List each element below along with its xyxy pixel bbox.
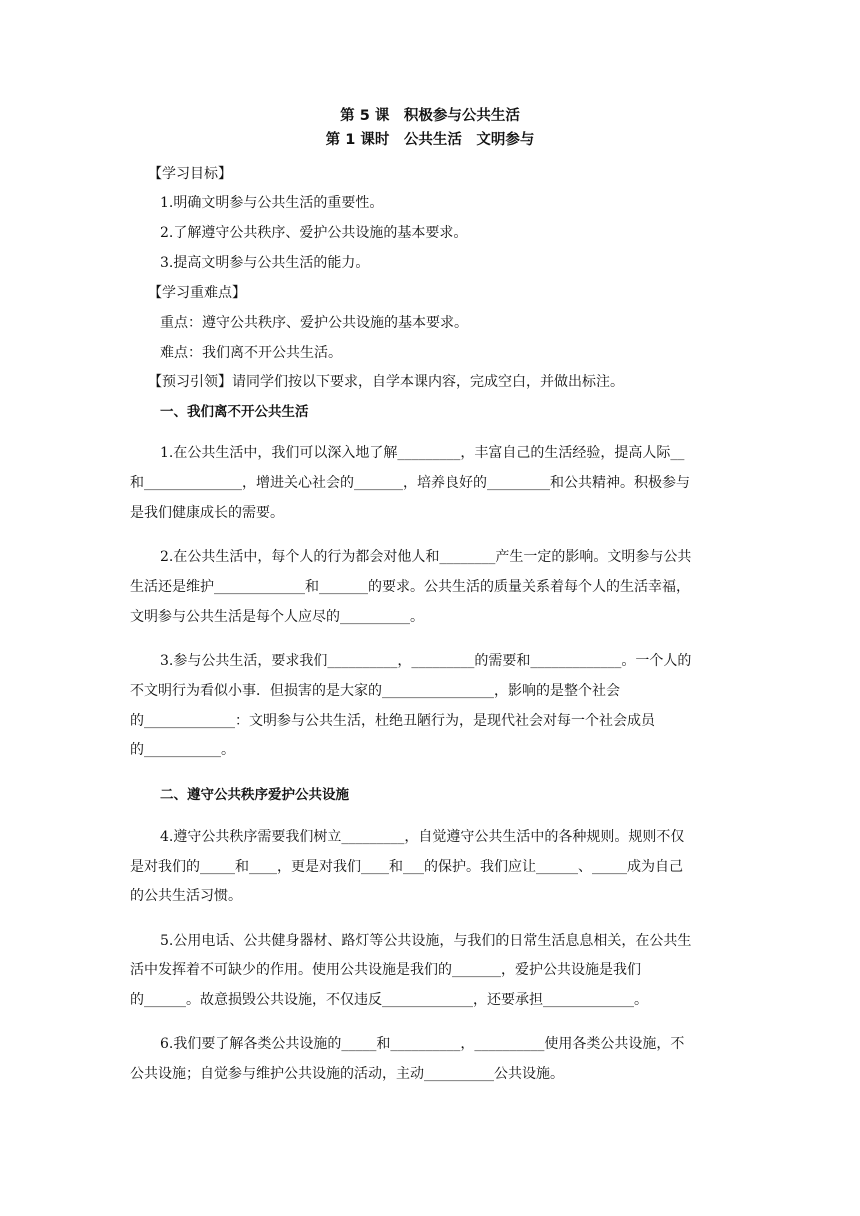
- keypoint-line: 重点：遵守公共秩序、爱护公共设施的基本要求。: [160, 315, 468, 331]
- text-line: 5.公用电话、公共健身器材、路灯等公共设施，与我们的日常生活息息相关，在公共生: [160, 933, 692, 949]
- lesson-title: 第 5 课 积极参与公共生活: [340, 108, 520, 124]
- text-line: 1.在公共生活中，我们可以深入地了解_________，丰富自己的生活经验，提高人际__: [160, 445, 685, 461]
- text-line: 的_____________：文明参与公共生活，杜绝丑陋行为，是现代社会对每一个社会成员: [130, 713, 655, 729]
- text-line: 生活还是维护_____________和_______的要求。公共生活的质量关系着每个人的生活幸福，: [130, 579, 690, 595]
- text-line: 3.参与公共生活，要求我们__________，_________的需要和_____________。一个人的: [160, 653, 692, 669]
- goal-line: 3.提高文明参与公共生活的能力。: [160, 255, 370, 271]
- text-line: 是对我们的_____和____，更是对我们____和___的保护。我们应让______、_____成为自己: [130, 859, 683, 875]
- lesson-subtitle: 第 1 课时 公共生活 文明参与: [325, 132, 535, 148]
- text-line: 和______________，增进关心社会的_______，培养良好的_________和公共精神。积极参与: [130, 475, 690, 491]
- text-line: 是我们健康成长的需要。: [130, 505, 284, 521]
- text-line: 的______。故意损毁公共设施，不仅违反_____________，还要承担_____________。: [130, 992, 648, 1008]
- text-line: 不文明行为看似小事．但损害的是大家的________________，影响的是整个社会: [130, 683, 620, 699]
- section-heading: 一、我们离不开公共生活: [160, 404, 309, 420]
- section-label-keypoints: 【学习重难点】: [148, 285, 246, 301]
- goal-line: 1.明确文明参与公共生活的重要性。: [160, 195, 384, 211]
- text-line: 2.在公共生活中，每个人的行为都会对他人和________产生一定的影响。文明参与公共: [160, 549, 692, 565]
- section-heading: 二、遵守公共秩序爱护公共设施: [160, 787, 349, 803]
- text-line: 活中发挥着不可缺少的作用。使用公共设施是我们的_______，爱护公共设施是我们: [130, 962, 641, 978]
- text-line: 文明参与公共生活是每个人应尽的__________。: [130, 609, 424, 625]
- text-line: 4.遵守公共秩序需要我们树立_________，自觉遵守公共生活中的各种规则。规则不仅: [160, 829, 685, 845]
- text-line: 6.我们要了解各类公共设施的_____和__________，__________使用各类公共设施，不: [160, 1036, 685, 1052]
- section-label-goals: 【学习目标】: [148, 166, 232, 182]
- goal-line: 2.了解遵守公共秩序、爱护公共设施的基本要求。: [160, 225, 468, 241]
- difficulty-line: 难点：我们离不开公共生活。: [160, 345, 342, 361]
- text-line: 的公共生活习惯。: [130, 888, 242, 904]
- text-line: 公共设施；自觉参与维护公共设施的活动，主动__________公共设施。: [130, 1066, 564, 1082]
- preview-instruction: 【预习引领】请同学们按以下要求，自学本课内容，完成空白，并做出标注。: [148, 374, 624, 390]
- text-line: 的___________。: [130, 742, 235, 758]
